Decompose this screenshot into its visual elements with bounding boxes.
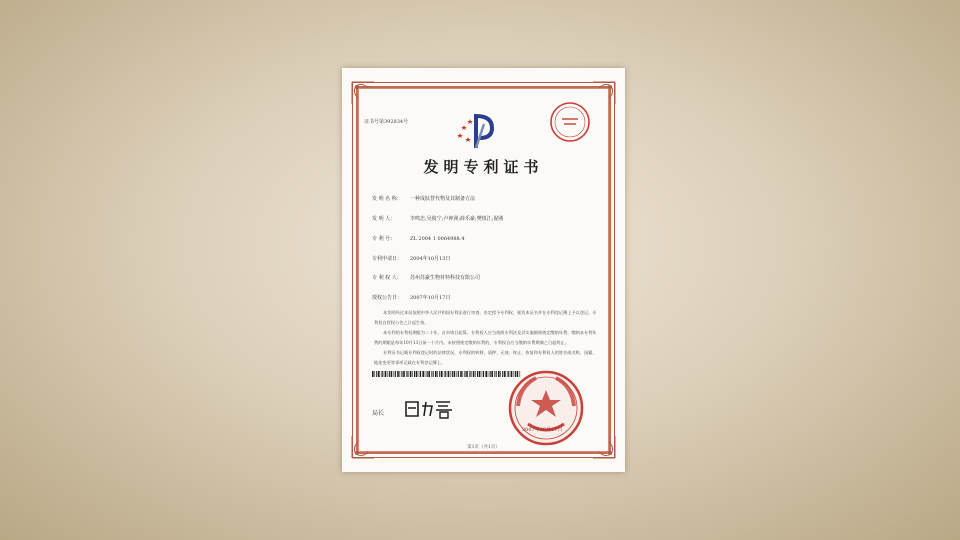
corner-ornament-top-right <box>591 80 617 106</box>
barcode-bar <box>491 371 493 377</box>
field-value: 一种成肽替代物及其制备方法 <box>410 196 476 202</box>
barcode-bar <box>450 371 451 377</box>
barcode-bar <box>470 371 471 377</box>
patent-office-emblem-icon <box>454 108 498 150</box>
corner-ornament-top-left <box>350 80 376 106</box>
field-label: 专 利 权 人： <box>372 275 402 281</box>
barcode-bar <box>483 371 484 377</box>
barcode-bar <box>466 371 468 377</box>
field-patent-number <box>372 235 465 242</box>
barcode-bar <box>469 371 470 377</box>
barcode-bar <box>403 371 405 377</box>
certificate-number: 证书号第392834号 <box>364 119 409 125</box>
barcode-bar <box>439 371 440 377</box>
barcode-bar <box>496 371 497 377</box>
barcode-bar <box>395 371 396 377</box>
field-invention-name <box>372 195 475 202</box>
barcode-bar <box>397 371 399 377</box>
barcode-bar <box>482 371 483 377</box>
barcode-bar <box>445 371 446 377</box>
barcode-bar <box>381 371 382 377</box>
barcode-bar <box>444 371 445 377</box>
barcode-bar <box>477 371 478 377</box>
field-value: ZL 2004 1 0064988.4 <box>410 236 465 242</box>
seal-date: 2007年10月17日 <box>522 427 563 433</box>
barcode-bar <box>428 371 430 377</box>
certificate-body-text <box>374 308 598 368</box>
barcode-bar <box>382 371 383 377</box>
barcode-bar <box>498 371 500 377</box>
barcode-bar <box>464 371 465 377</box>
barcode-bar <box>389 371 390 377</box>
field-grant-date <box>372 294 450 301</box>
barcode-bar <box>407 371 408 377</box>
barcode-bar <box>416 371 418 377</box>
barcode-bar <box>502 371 503 377</box>
barcode-bar <box>378 371 380 377</box>
barcode-bar <box>475 371 476 377</box>
barcode-bar <box>463 371 464 377</box>
body-paragraph: 本专利的专利权期限为二十年，自申请日起算。专利权人应当依照专利法及其实施细则规定缴纳年费。缴纳本专利年费的期限是每年10月13日前一个月内。未按照规定缴纳年费的，专利权自应当缴纳年费期满之日起终止。 <box>374 330 597 345</box>
barcode-bar <box>422 371 424 377</box>
barcode-bar <box>485 371 487 377</box>
field-value: 2007年10月17日 <box>410 295 451 301</box>
barcode-bar <box>494 371 495 377</box>
barcode-bar <box>410 371 412 377</box>
barcode-bar <box>500 371 501 377</box>
field-patentee <box>372 274 480 281</box>
barcode-bar <box>490 371 491 377</box>
barcode-bar <box>448 371 450 377</box>
barcode-bar <box>406 371 407 377</box>
barcode-bar <box>414 371 415 377</box>
barcode-bar <box>401 371 402 377</box>
barcode-bar <box>394 371 395 377</box>
barcode-bar <box>374 371 375 377</box>
field-label: 授权公告日： <box>372 295 403 301</box>
field-application-date <box>372 255 450 262</box>
barcode-bar <box>419 371 420 377</box>
barcode-bar <box>372 371 374 377</box>
barcode-bar <box>441 371 443 377</box>
barcode-bar <box>488 371 489 377</box>
barcode-bar <box>400 371 401 377</box>
barcode-bar <box>420 371 421 377</box>
barcode-bar <box>433 371 434 377</box>
barcode-bar <box>376 371 377 377</box>
red-seal-stamp-top <box>548 100 592 144</box>
barcode-bar <box>412 371 413 377</box>
barcode-bar <box>425 371 426 377</box>
barcode-bar <box>385 371 387 377</box>
barcode-bar <box>391 371 393 377</box>
barcode-bar <box>460 371 462 377</box>
barcode-bar <box>457 371 458 377</box>
field-value: 李鸣忠;吴俊宁;卢神洲;薛乐豪;樊慎江;倪刚 <box>410 216 504 222</box>
barcode-bar <box>437 371 438 377</box>
barcode-bar <box>387 371 388 377</box>
field-label: 专 利 号： <box>372 236 396 242</box>
barcode-bar <box>479 371 481 377</box>
director-label: 局长 <box>372 410 385 417</box>
certificate-title: 发明专利证书 <box>423 158 544 176</box>
barcode-bar <box>458 371 459 377</box>
page-number: 第1页（共1页） <box>467 445 500 450</box>
barcode-bar <box>452 371 453 377</box>
body-paragraph: 专利证书记载专利权登记时的法律状况。专利权的转移、质押、无效、终止、恢复和专利权人的姓名或名称、国籍、地址变更等事项记载在专利登记簿上。 <box>374 350 597 365</box>
director-signature <box>402 398 456 420</box>
official-seal-stamp <box>506 368 586 448</box>
barcode-bar <box>454 371 456 377</box>
barcode <box>372 371 522 377</box>
field-label: 发 明 人： <box>372 216 396 222</box>
barcode-bar <box>473 371 475 377</box>
patent-certificate <box>342 68 625 472</box>
field-value: 苏州苏豪生物材料科技有限公司 <box>410 275 481 281</box>
barcode-bar <box>435 371 437 377</box>
field-value: 2004年10月13日 <box>410 256 451 262</box>
body-paragraph: 本发明经过本局依照中华人民共和国专利法进行审查，决定授予专利权，颁发本证书并在专利登记簿上予以登记。专利权自授权公告之日起生效。 <box>374 310 597 325</box>
barcode-bar <box>427 371 428 377</box>
field-inventors <box>372 215 503 222</box>
barcode-bar <box>431 371 432 377</box>
field-label: 专利申请日： <box>372 256 403 262</box>
field-label: 发 明 名 称： <box>372 196 402 202</box>
